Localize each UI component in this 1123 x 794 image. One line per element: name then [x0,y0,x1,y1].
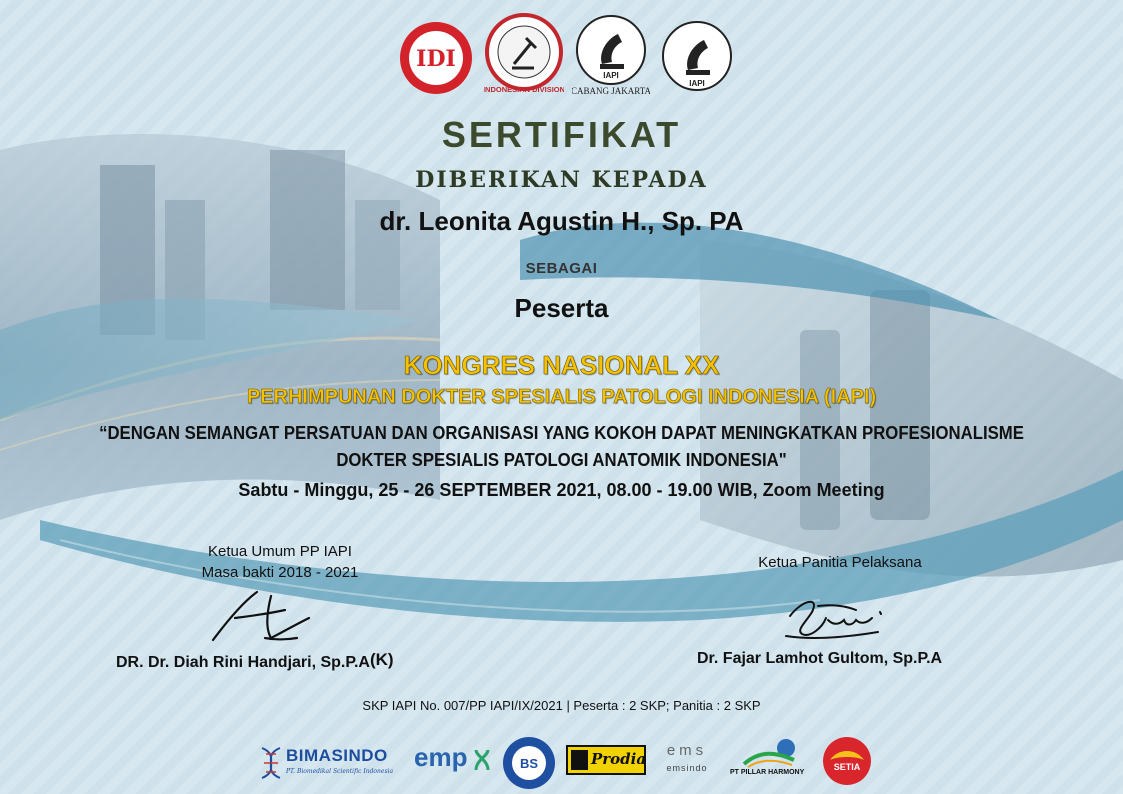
left-title-line-2: Masa bakti 2018 - 2021 [201,564,359,581]
as-label: SEBAGAI [525,260,598,277]
skp-info: SKP IAPI No. 007/PP IAPI/IX/2021 | Peserta : 2 SKP; Panitia : 2 SKP [362,698,761,713]
setia-name: SETIA [833,762,861,772]
event-theme [39,420,1083,474]
iapi-jakarta-badge: IAPI [603,71,619,80]
iap-division-text: INDONESIAN DIVISION [484,85,564,94]
iapi-jakarta-logo [572,12,650,98]
idi-logo-text: IDI [416,46,456,72]
pillar-name: PT PILLAR HARMONY [730,769,805,776]
ribbon-icon [470,746,494,772]
recipient-name: dr. Leonita Agustin H., Sp. PA [379,206,744,236]
ems-name: ems [666,742,708,759]
sponsor-bimasindo [256,744,406,784]
sponsor-ems [654,742,720,782]
right-signatory-name: Dr. Fajar Lamhot Gultom, Sp.P.A [697,650,943,667]
left-name-suffix: (K) [369,650,394,669]
prodia-mark [571,750,588,770]
left-signature-image [205,588,315,646]
sponsor-biogen [502,736,556,790]
theme-line-1: “DENGAN SEMANGAT PERSATUAN DAN ORGANISASI YANG KOKOH DAPAT MENINGKATKAN PROFESIONALISME [99,423,1024,443]
bimasindo-subtitle: PT. Biomedikal Scientific Indonesia [286,768,394,775]
organization-name: PERHIMPUNAN DOKTER SPESIALIS PATOLOGI INDONESIA (IAPI) [246,386,877,408]
emsindo-name: emsindo [666,763,708,773]
prodia-name: Prodia [591,750,647,768]
right-signatory-title: Ketua Panitia Pelaksana [758,554,922,571]
event-date: Sabtu - Minggu, 25 - 26 SEPTEMBER 2021, 08.00 - 19.00 WIB, Zoom Meeting [238,480,885,500]
left-name-text: DR. Dr. Diah Rini Handjari, Sp.P.A [116,654,370,671]
sponsor-emp [414,742,494,776]
recipient-role: Peserta [514,293,609,323]
sponsor-setia [822,736,872,786]
pillar-emblem [742,738,802,768]
left-title-line-1: Ketua Umum PP IAPI [208,543,352,560]
emp-name: emp [414,742,468,772]
iapi-national-logo [660,18,734,96]
dna-icon [256,746,286,780]
bimasindo-name: BIMASINDO [286,746,388,765]
idi-logo [398,20,474,96]
iapi-jakarta-caption: CABANG JAKARTA [572,86,650,96]
sponsor-pillar-harmony [730,738,814,784]
theme-line-2: DOKTER SPESIALIS PATOLOGI ANATOMIK INDONESIA" [336,450,787,470]
biogen-initials: BS [519,756,539,771]
iapi-national-badge: IAPI [689,79,705,88]
certificate-title: SERTIFIKAT [441,114,682,155]
event-name: KONGRES NASIONAL XX [403,350,720,380]
given-to-label: DIBERIKAN KEPADA [415,167,708,193]
sponsor-prodia [566,745,646,775]
left-signatory-name [116,650,394,672]
iap-division-logo [484,12,564,96]
left-signatory-title [170,541,390,583]
right-signature-image [782,590,892,646]
